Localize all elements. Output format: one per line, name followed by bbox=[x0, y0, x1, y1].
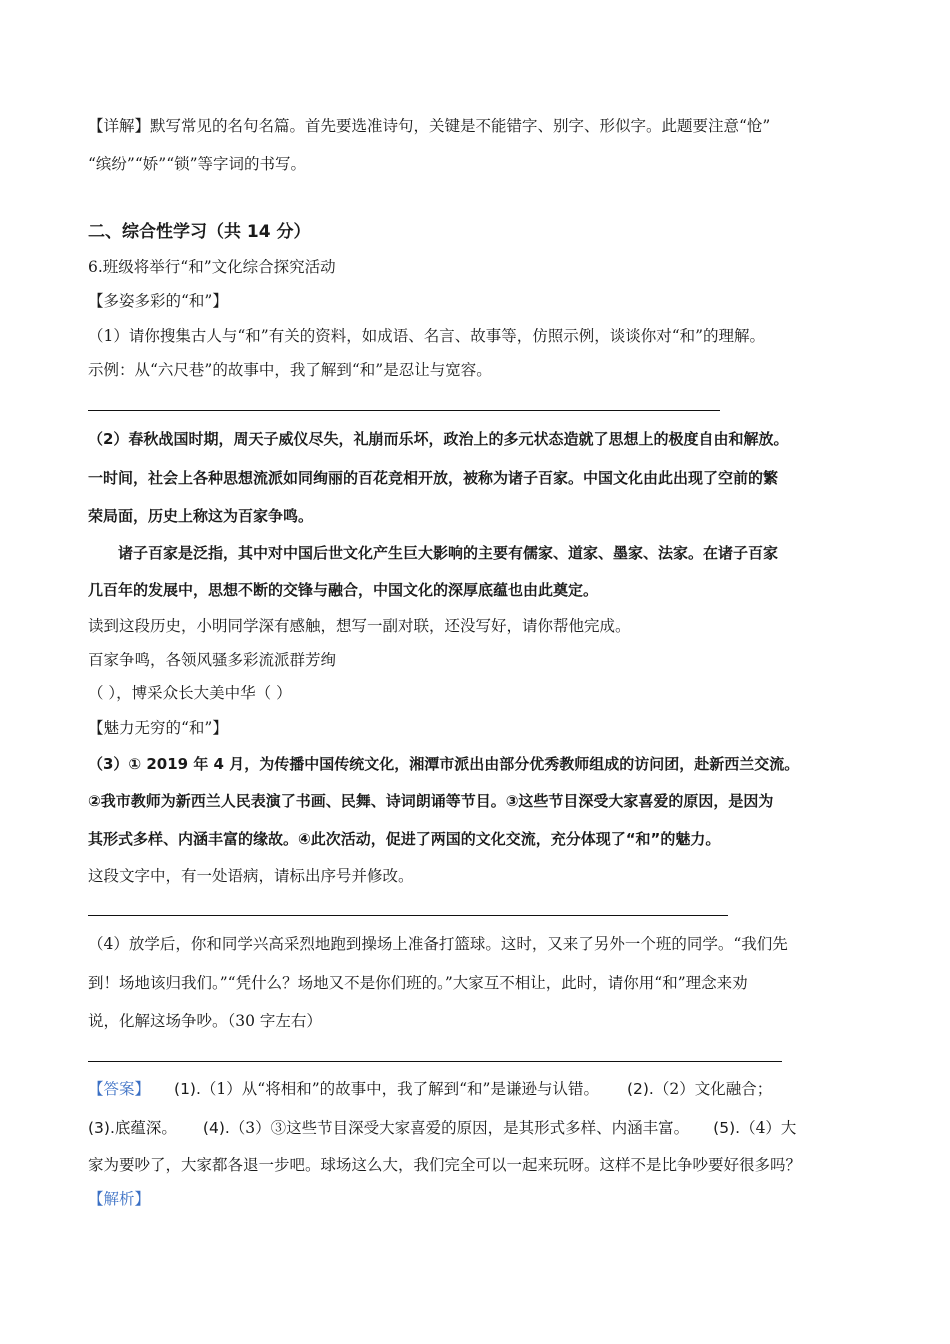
q6-part3-line: 其形式多样、内涵丰富的缘故。④此次活动，促进了两国的文化交流，充分体现了“和”的魅力。 bbox=[88, 830, 721, 848]
answer-line-2 bbox=[88, 915, 728, 916]
subheading-colorful-he: 【多姿多彩的“和”】 bbox=[88, 292, 228, 310]
q6-part3-line: （3）① 2019 年 4 月，为传播中国传统文化，湘潭市派出由部分优秀教师组成的访问团，赴新西兰交流。 bbox=[88, 755, 800, 773]
answer-line-3 bbox=[88, 1061, 782, 1062]
answer-text: （2）文化融合； bbox=[653, 1080, 773, 1098]
answer-continuation: 家为要吵了，大家都各退一步吧。球场这么大，我们完全可以一起来玩呀。这样不是比争吵要好很多吗？ bbox=[88, 1156, 802, 1174]
q6-part3-instruction: 这段文字中，有一处语病，请标出序号并修改。 bbox=[88, 867, 414, 885]
q6-part3-line: ②我市教师为新西兰人民表演了书画、民舞、诗词朗诵等节目。③这些节目深受大家喜爱的原因，是因为 bbox=[88, 792, 774, 810]
answer-number: (5). bbox=[713, 1119, 741, 1137]
couplet-first-line: 百家争鸣，各领风骚多彩流派群芳绚 bbox=[88, 651, 337, 669]
answer-label: 【答案】 bbox=[88, 1080, 151, 1098]
detail-line-2: “缤纷”“娇”“锁”等字词的书写。 bbox=[88, 155, 307, 173]
analysis-label: 【解析】 bbox=[88, 1190, 151, 1208]
q6-part1-example: 示例：从“六尺巷”的故事中，我了解到“和”是忍让与宽容。 bbox=[88, 361, 492, 379]
q6-part2-line: 荣局面，历史上称这为百家争鸣。 bbox=[88, 507, 314, 525]
q6-part2-line: 诸子百家是泛指，其中对中国后世文化产生巨大影响的主要有儒家、道家、墨家、法家。在诸子百家 bbox=[118, 544, 779, 562]
q6-part4-line: （4）放学后，你和同学兴高采烈地跑到操场上准备打篮球。这时，又来了另外一个班的同学。“我们先 bbox=[88, 935, 788, 953]
q6-part2-line: 几百年的发展中，思想不断的交锋与融合，中国文化的深厚底蕴也由此奠定。 bbox=[88, 581, 599, 599]
answer-text: （4）大 bbox=[740, 1119, 797, 1137]
couplet-blank-line: （ ），博采众长大美中华（ ） bbox=[88, 684, 292, 702]
answer-number: (4). bbox=[202, 1119, 230, 1137]
answer-line bbox=[88, 1117, 796, 1139]
q6-part2-instruction: 读到这段历史，小明同学深有感触，想写一副对联，还没写好，请你帮他完成。 bbox=[88, 617, 631, 635]
answer-number: (2). bbox=[626, 1080, 654, 1098]
answer-text: （3）③这些节目深受大家喜爱的原因，是其形式多样、内涵丰富。 bbox=[229, 1119, 690, 1137]
answer-line bbox=[88, 1078, 772, 1100]
answer-text: （1）从“将相和”的故事中，我了解到“和”是谦逊与认错。 bbox=[200, 1080, 599, 1098]
q6-part2-line: 一时间，社会上各种思想流派如同绚丽的百花竞相开放，被称为诸子百家。中国文化由此出现了空前的繁 bbox=[88, 469, 779, 487]
section-title: 二、综合性学习（共 14 分） bbox=[88, 222, 311, 242]
answer-line-1 bbox=[88, 410, 720, 411]
q6-part4-line: 说，化解这场争吵。（30 字左右） bbox=[88, 1012, 322, 1030]
answer-text: 底蕴深。 bbox=[114, 1119, 177, 1137]
q6-part1-prompt: （1）请你搜集古人与“和”有关的资料，如成语、名言、故事等，仿照示例，谈谈你对“和”的理解。 bbox=[88, 327, 766, 345]
subheading-charm-he: 【魅力无穷的“和”】 bbox=[88, 719, 228, 737]
question-6-title: 6.班级将举行“和”文化综合探究活动 bbox=[88, 258, 336, 276]
answer-number: (3). bbox=[88, 1119, 115, 1137]
answer-number: (1). bbox=[174, 1080, 201, 1098]
q6-part4-line: 到！场地该归我们。”“凭什么？场地又不是你们班的。”大家互不相让，此时，请你用“和”理念来劝 bbox=[88, 974, 748, 992]
q6-part2-line: （2）春秋战国时期，周天子威仪尽失，礼崩而乐坏，政治上的多元状态造就了思想上的极度自由和解放。 bbox=[88, 430, 789, 448]
detail-line-1: 【详解】默写常见的名句名篇。首先要选准诗句，关键是不能错字、别字、形似字。此题要注意“怆” bbox=[88, 117, 771, 135]
